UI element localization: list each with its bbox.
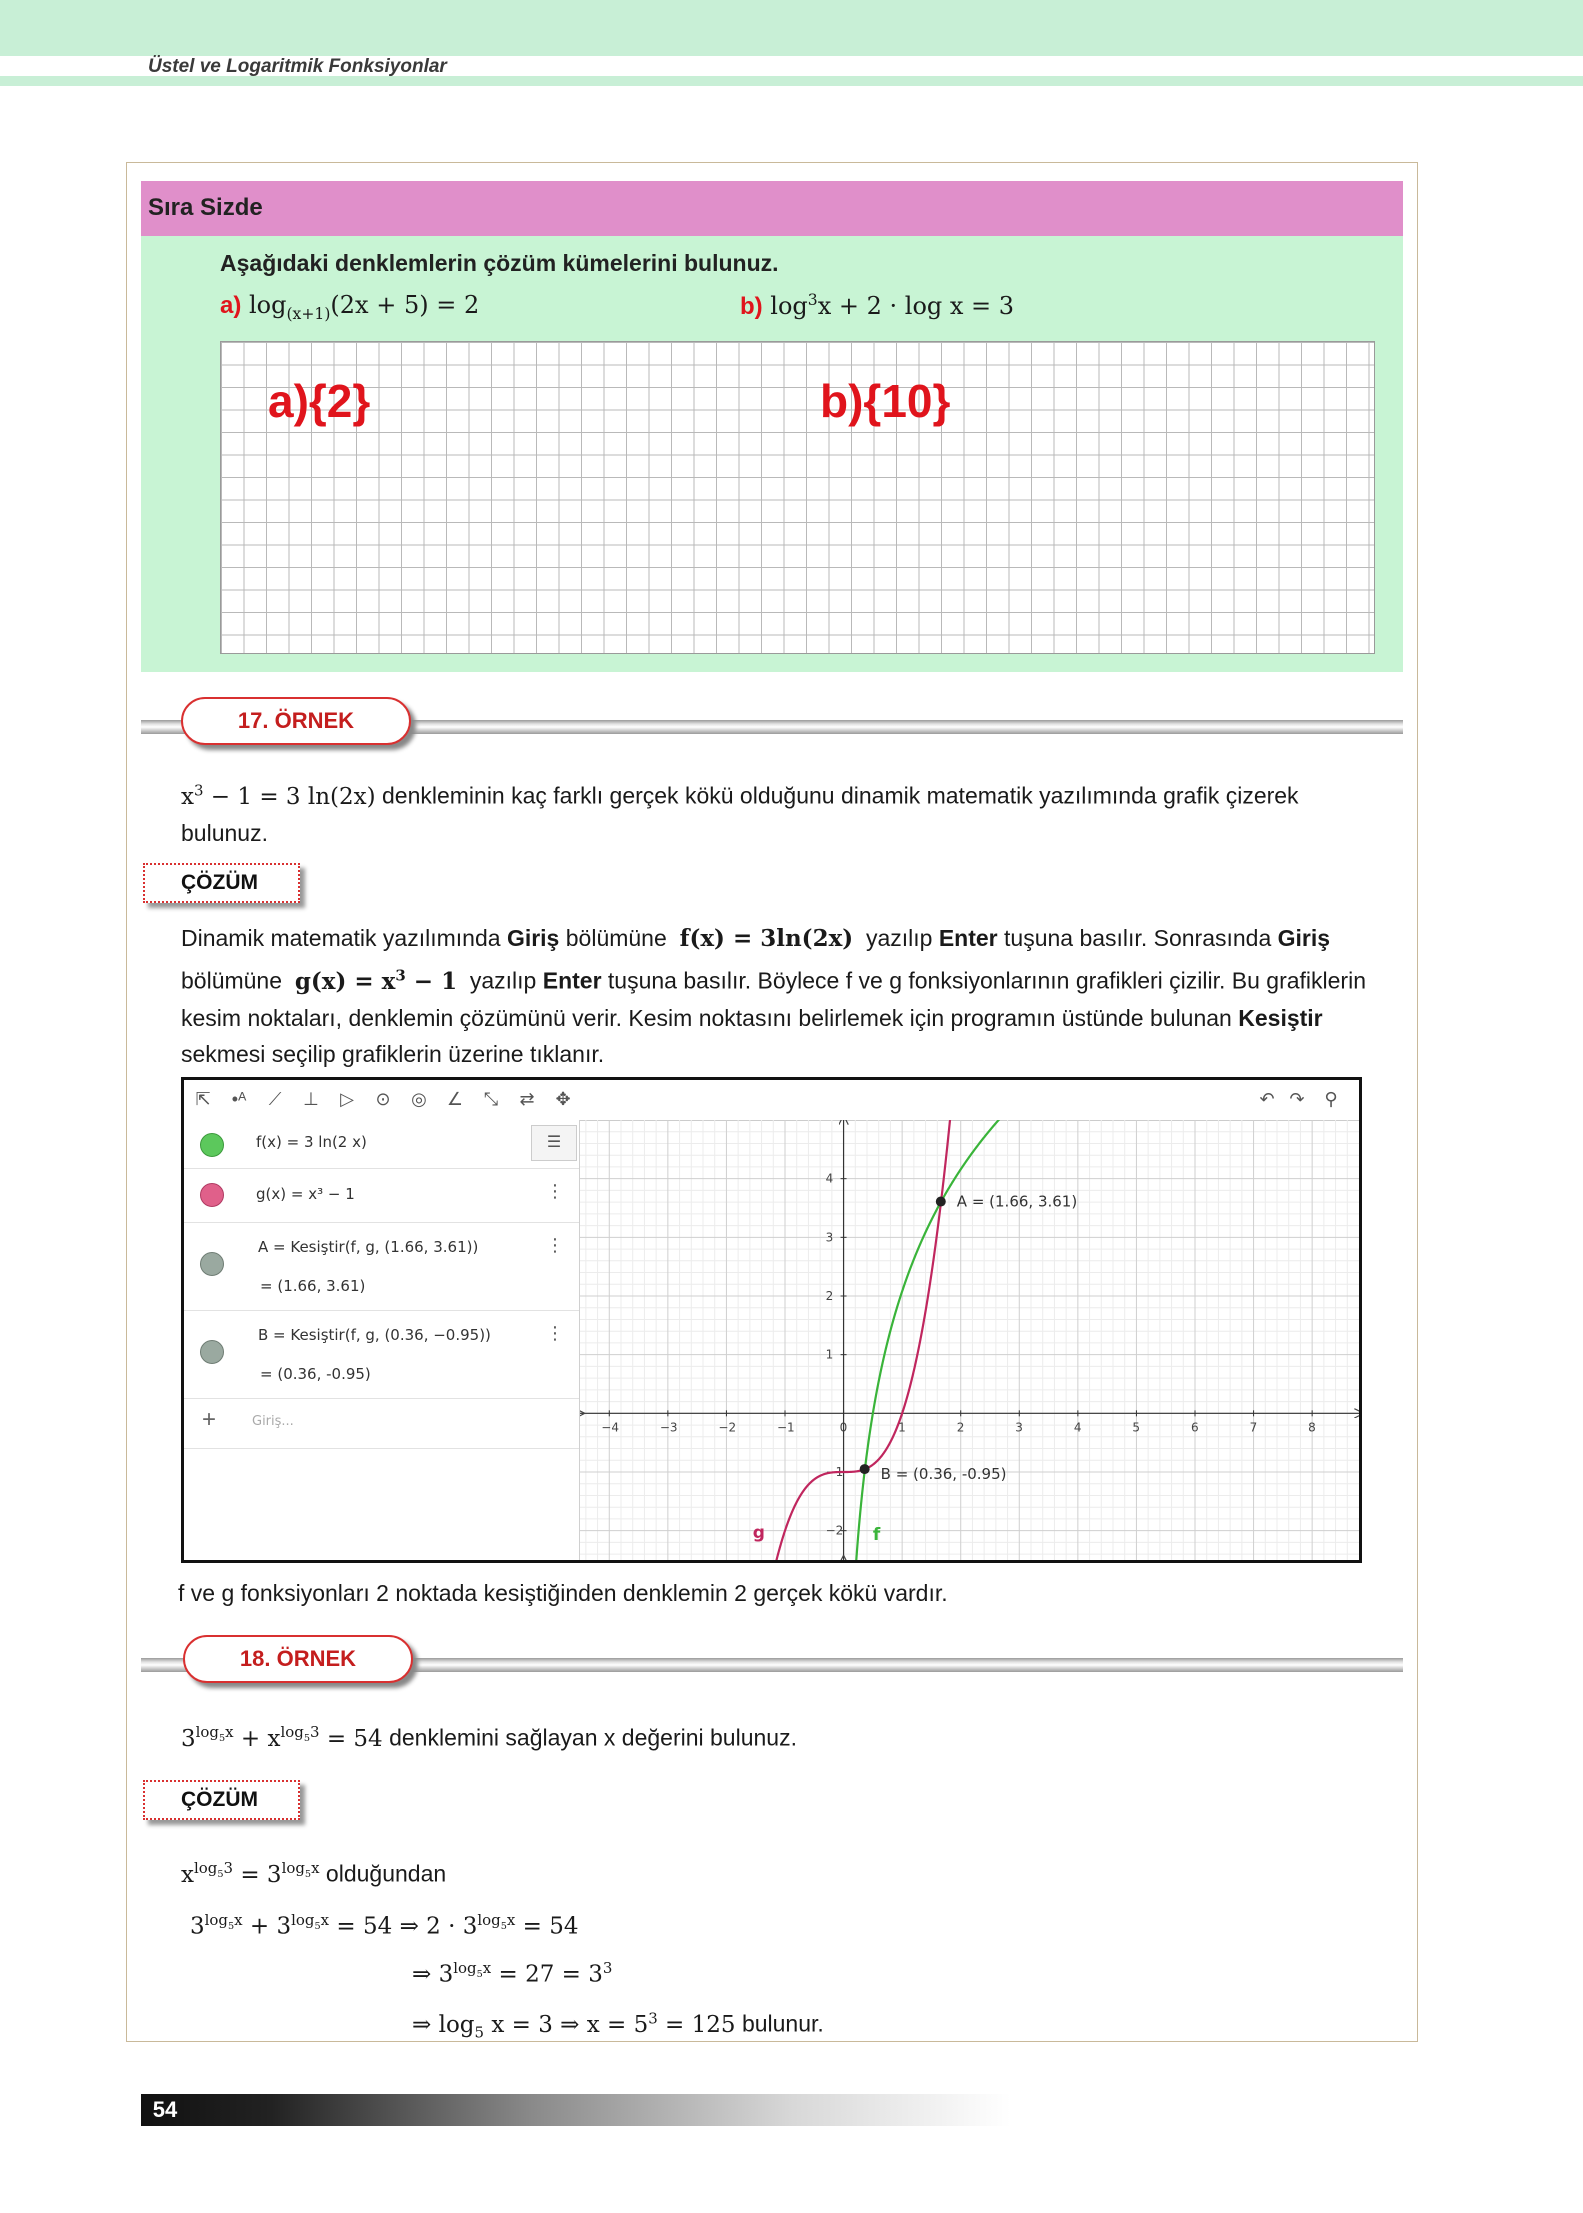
sol-g-expr: g(x) = x (294, 967, 396, 995)
sol-bold-enter: Enter (938, 925, 998, 951)
graphics-view[interactable] (580, 1120, 1359, 1560)
visibility-dot-f[interactable] (200, 1133, 224, 1157)
exercise-instruction: Aşağıdaki denklemlerin çözüm kümelerini bulunuz. (220, 250, 779, 276)
x-tick-label: −1 (777, 1420, 795, 1435)
point-A (936, 1197, 946, 1207)
example18-question: $3^{log_5x} + x^{log_53} = 54$ denklemini sağlayan x değerini bulunuz. (181, 1723, 797, 1752)
exercise-a-label: a) (220, 292, 242, 319)
sol-bold-enter: Enter (542, 967, 602, 994)
example18-step1: $x^{log_53} = 3^{log_5x}$ olduğundan (181, 1859, 447, 1888)
x-tick-label: −2 (718, 1420, 737, 1435)
x-tick-label: −3 (659, 1420, 678, 1435)
x-tick-label: −4 (601, 1420, 619, 1435)
reflect-tool-icon[interactable]: ⤡ (483, 1089, 499, 1109)
sol-text: bölümüne (565, 925, 667, 951)
algebra-f-def[interactable]: f(x) = 3 ln(2 x) (256, 1133, 367, 1151)
y-tick-label: −1 (825, 1465, 844, 1479)
y-tick-label: 1 (825, 1347, 834, 1362)
x-tick-label: 5 (1132, 1420, 1141, 1435)
more-icon[interactable]: ⋮ (546, 1181, 564, 1201)
redo-icon[interactable]: ↷ (1289, 1089, 1305, 1109)
exercise-b-label: b) (740, 293, 763, 320)
algebra-A-val: = (1.66, 3.61) (260, 1277, 366, 1295)
slider-tool-icon[interactable]: ⇄ (519, 1089, 535, 1109)
answer-a: a){2} (268, 375, 371, 427)
algebra-row-B[interactable] (184, 1310, 579, 1399)
sol-bold-giris: Giriş (1277, 925, 1331, 951)
line-tool-icon[interactable]: ⟋ (268, 1089, 282, 1109)
point-A-label: A = (1.66, 3.61) (956, 1192, 1078, 1211)
sol-text: sekmesi seçilip grafiklerin üzerine tıklanır. (181, 1040, 605, 1067)
example17-solution-label: ÇÖZÜM (143, 863, 300, 903)
x-tick-label: 3 (1015, 1420, 1023, 1435)
add-icon[interactable]: + (202, 1406, 217, 1433)
more-icon[interactable]: ⋮ (546, 1323, 564, 1343)
exercise-title: Sıra Sizde (148, 194, 263, 221)
visibility-dot-g[interactable] (200, 1183, 224, 1207)
visibility-dot-B[interactable] (200, 1340, 224, 1364)
algebra-B-val: = (0.36, -0.95) (260, 1365, 371, 1383)
move-view-tool-icon[interactable]: ✥ (555, 1089, 571, 1109)
example18-step1-text: olduğundan (325, 1860, 447, 1887)
point-B-label: B = (0.36, -0.95) (880, 1465, 1007, 1484)
algebra-row-A[interactable] (184, 1222, 579, 1311)
y-tick-label: −2 (825, 1523, 844, 1538)
sol-f-expr: f(x) = 3ln(2x) (679, 925, 854, 952)
x-tick-label: 1 (898, 1420, 906, 1435)
answer-b: b){10} (820, 375, 951, 427)
point-B (860, 1464, 870, 1474)
visibility-dot-A[interactable] (200, 1252, 224, 1276)
y-tick-label: 2 (825, 1289, 834, 1303)
conic-tool-icon[interactable]: ◎ (411, 1089, 427, 1109)
algebra-B-def[interactable]: B = Kesiştir(f, g, (0.36, −0.95)) (258, 1326, 491, 1344)
x-tick-label: 6 (1191, 1420, 1199, 1435)
example17-label: 17. ÖRNEK (181, 697, 411, 745)
sol-text: bölümüne (181, 967, 283, 994)
algebra-A-def[interactable]: A = Kesiştir(f, g, (1.66, 3.61)) (258, 1238, 479, 1256)
sol-bold-giris: Giriş (506, 925, 560, 951)
example18-question-text: denklemini sağlayan x değerini bulunuz. (389, 1724, 797, 1751)
sol-text: yazılıp (469, 967, 537, 994)
algebra-row-f[interactable] (184, 1120, 579, 1169)
exercise-title-bar (141, 181, 1403, 236)
example18-step3: ⇒ $3^{log_5x} = 27 = 3^3$ (412, 1959, 613, 1988)
example18-step4-text: bulunur. (741, 2010, 824, 2037)
answer-grid (220, 341, 1375, 654)
example18-step2: $3^{log_5x} + 3^{log_5x} = 54$ ⇒ $2 \cdot 3^{log_5x} = 54$ (190, 1911, 579, 1940)
undo-icon[interactable]: ↶ (1259, 1089, 1275, 1109)
exercise-b: b) $\log^3x + 2 \cdot \log x = 3$ (740, 291, 1015, 320)
example18-label: 18. ÖRNEK (183, 1635, 413, 1683)
sol-g-tail: − 1 (405, 967, 458, 995)
example17-question: $x^3 - 1 = 3$ ln(2x) denkleminin kaç farklı gerçek kökü olduğunu dinamik matematik yazılımında grafik çizerek bulunuz. (181, 781, 1299, 846)
more-icon[interactable]: ⋮ (546, 1235, 564, 1255)
chapter-title: Üstel ve Logaritmik Fonksiyonlar (148, 56, 447, 77)
x-tick-label: 0 (839, 1420, 848, 1435)
sol-text: tuşuna basılır. Böylece f ve g fonksiyonlarının grafikleri çizilir. Bu grafiklerin kesim noktaları, denklemin çözümünü verir. Kesim noktasını belirlemek için programın üstünde bulunan (181, 967, 1366, 1031)
circle-tool-icon[interactable]: ⊙ (375, 1089, 391, 1109)
sol-bold-kesistir: Kesiştir (1238, 1004, 1323, 1031)
move-tool-icon[interactable]: ⇱ (195, 1089, 211, 1109)
x-tick-label: 7 (1249, 1420, 1258, 1435)
algebra-row-g[interactable] (184, 1168, 579, 1223)
y-tick-label: 3 (825, 1230, 834, 1245)
algebra-input-field[interactable]: Giriş... (252, 1414, 294, 1429)
series-f-line (853, 1120, 1060, 1560)
algebra-input-row[interactable] (184, 1398, 579, 1449)
polygon-tool-icon[interactable]: ▷ (340, 1089, 354, 1109)
grid-minor (580, 1120, 1359, 1560)
x-tick-label: 8 (1308, 1420, 1316, 1435)
page-number: 54 (152, 2097, 178, 2122)
sol-g-exp: 3 (395, 966, 406, 984)
example17-question-text: denkleminin kaç farklı gerçek kökü olduğunu dinamik matematik yazılımında grafik çizerek bulunuz. (181, 782, 1299, 846)
curve-f-label: f (872, 1525, 881, 1545)
x-tick-label: 4 (1073, 1420, 1082, 1435)
sol-text: tuşuna basılır. Sonrasında (1004, 925, 1272, 951)
perpendicular-tool-icon[interactable]: ⊥ (303, 1089, 319, 1109)
example17-conclusion: f ve g fonksiyonları 2 noktada kesiştiğinden denklemin 2 gerçek kökü vardır. (178, 1580, 948, 1606)
sol-text: Dinamik matematik yazılımında (181, 925, 501, 951)
algebra-menu-icon[interactable]: ☰ (531, 1125, 577, 1161)
series-g-line (764, 1120, 955, 1560)
curve-g-label: g (752, 1523, 765, 1543)
search-icon[interactable]: ⚲ (1324, 1089, 1338, 1109)
example18-step4: ⇒ $\log_5 x = 3$ ⇒ $x = 5^3 = 125$ bulunur. (412, 2009, 824, 2042)
x-tick-label: 2 (956, 1420, 965, 1435)
geogebra-toolbar (184, 1080, 1359, 1121)
exercise-a: a) $\log_{(x+1)}(2x + 5) = 2$ (220, 291, 480, 323)
algebra-g-def[interactable]: g(x) = x³ − 1 (256, 1185, 355, 1203)
angle-tool-icon[interactable]: ∠ (446, 1089, 464, 1109)
header-band (0, 0, 1583, 56)
point-tool-icon[interactable]: •ᴬ (231, 1089, 247, 1109)
example18-solution-label: ÇÖZÜM (143, 1780, 300, 1820)
footer-bar (141, 2094, 1011, 2126)
sol-text: yazılıp (865, 925, 933, 951)
example17-solution (181, 920, 1406, 1072)
y-tick-label: 4 (825, 1171, 834, 1186)
